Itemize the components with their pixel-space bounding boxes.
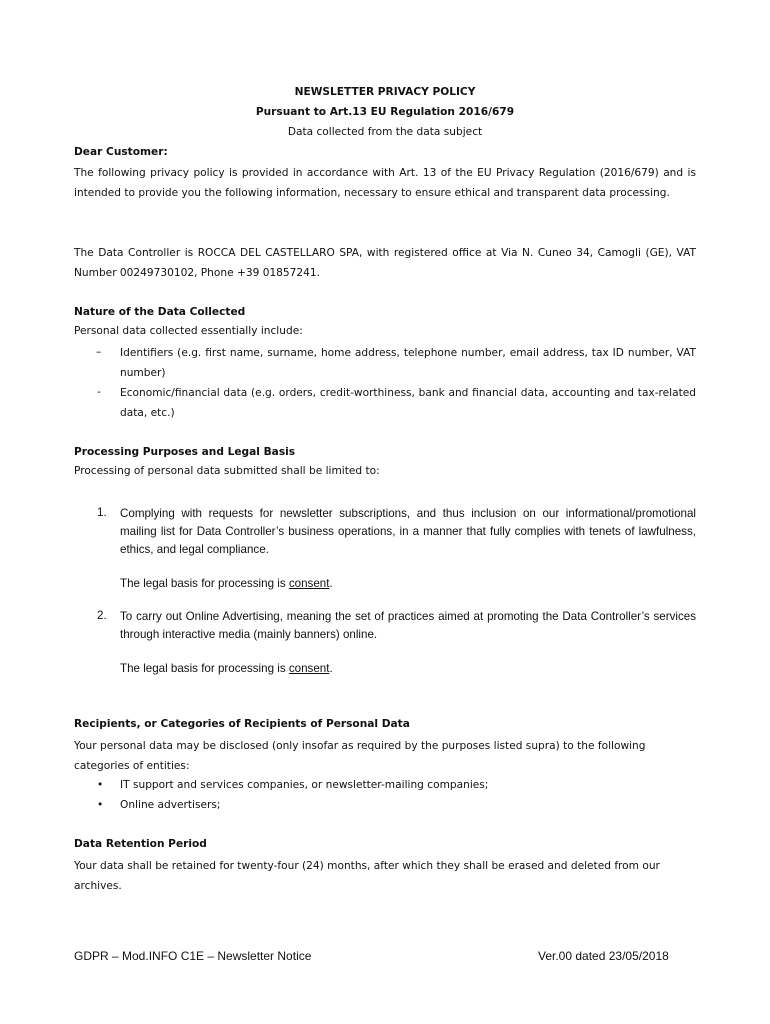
document-subtitle: Pursuant to Art.13 EU Regulation 2016/679 [255, 106, 515, 118]
legal-basis-link[interactable]: consent [288, 662, 330, 675]
document-tagline: Data collected from the data subject [287, 126, 483, 138]
list-item: Online advertisers; [120, 799, 221, 811]
nature-lead: Personal data collected essentially include: [74, 325, 303, 337]
list-item: Complying with requests for newsletter subscriptions, and thus inclusion on our informational/promotional mailing list for Data Controller’s business operations, in a manner that fully complies with tenets of lawfulness, ethics, and legal compliance. [120, 507, 696, 556]
retention-text: Your data shall be retained for twenty-four (24) months, after which they shall be erased and deleted from our archives. [74, 860, 660, 892]
legal-basis-suffix: . [329, 577, 333, 590]
legal-basis-line [120, 662, 333, 675]
recipients-lead: Your personal data may be disclosed (only insofar as required by the purposes listed supra) to the following categories of entities: [74, 740, 646, 772]
legal-basis-link[interactable]: consent [288, 577, 330, 590]
section-heading-nature: Nature of the Data Collected [74, 306, 246, 318]
greeting: Dear Customer: [74, 146, 168, 158]
list-number: 2. [97, 609, 107, 622]
bullet-icon: • [97, 779, 104, 791]
purposes-lead: Processing of personal data submitted shall be limited to: [74, 465, 380, 477]
section-heading-recipients: Recipients, or Categories of Recipients of Personal Data [74, 718, 410, 730]
list-item: Identifiers (e.g. first name, surname, home address, telephone number, email address, tax ID number, VAT number) [120, 347, 696, 379]
legal-basis-prefix: The legal basis for processing is [120, 577, 289, 590]
list-item: IT support and services companies, or newsletter-mailing companies; [120, 779, 489, 791]
footer-right: Ver.00 dated 23/05/2018 [538, 949, 669, 963]
document-title: NEWSLETTER PRIVACY POLICY [294, 86, 476, 98]
list-item: To carry out Online Advertising, meaning the set of practices aimed at promoting the Data Controller’s services through interactive media (mainly banners) online. [120, 610, 696, 641]
intro-paragraph-1: The following privacy policy is provided in accordance with Art. 13 of the EU Privacy Regulation (2016/679) and is intended to provide you the following information, necessary to ensure ethical and transparent data processing. [74, 167, 696, 199]
section-heading-retention: Data Retention Period [74, 838, 207, 850]
list-item: Economic/financial data (e.g. orders, credit-worthiness, bank and financial data, accounting and tax-related data, etc.) [120, 387, 696, 419]
list-number: 1. [97, 506, 107, 519]
legal-basis-prefix: The legal basis for processing is [120, 662, 289, 675]
dash-bullet: – [96, 346, 102, 358]
section-heading-purposes: Processing Purposes and Legal Basis [74, 446, 296, 458]
intro-paragraph-2: The Data Controller is ROCCA DEL CASTELLARO SPA, with registered office at Via N. Cuneo 34, Camogli (GE), VAT Number 00249730102, Phone +39 01857241. [74, 247, 696, 279]
legal-basis-suffix: . [329, 662, 333, 675]
legal-basis-line [120, 577, 333, 590]
bullet-icon: • [97, 799, 104, 811]
dash-bullet: - [97, 386, 101, 398]
footer-left: GDPR – Mod.INFO C1E – Newsletter Notice [74, 949, 312, 963]
